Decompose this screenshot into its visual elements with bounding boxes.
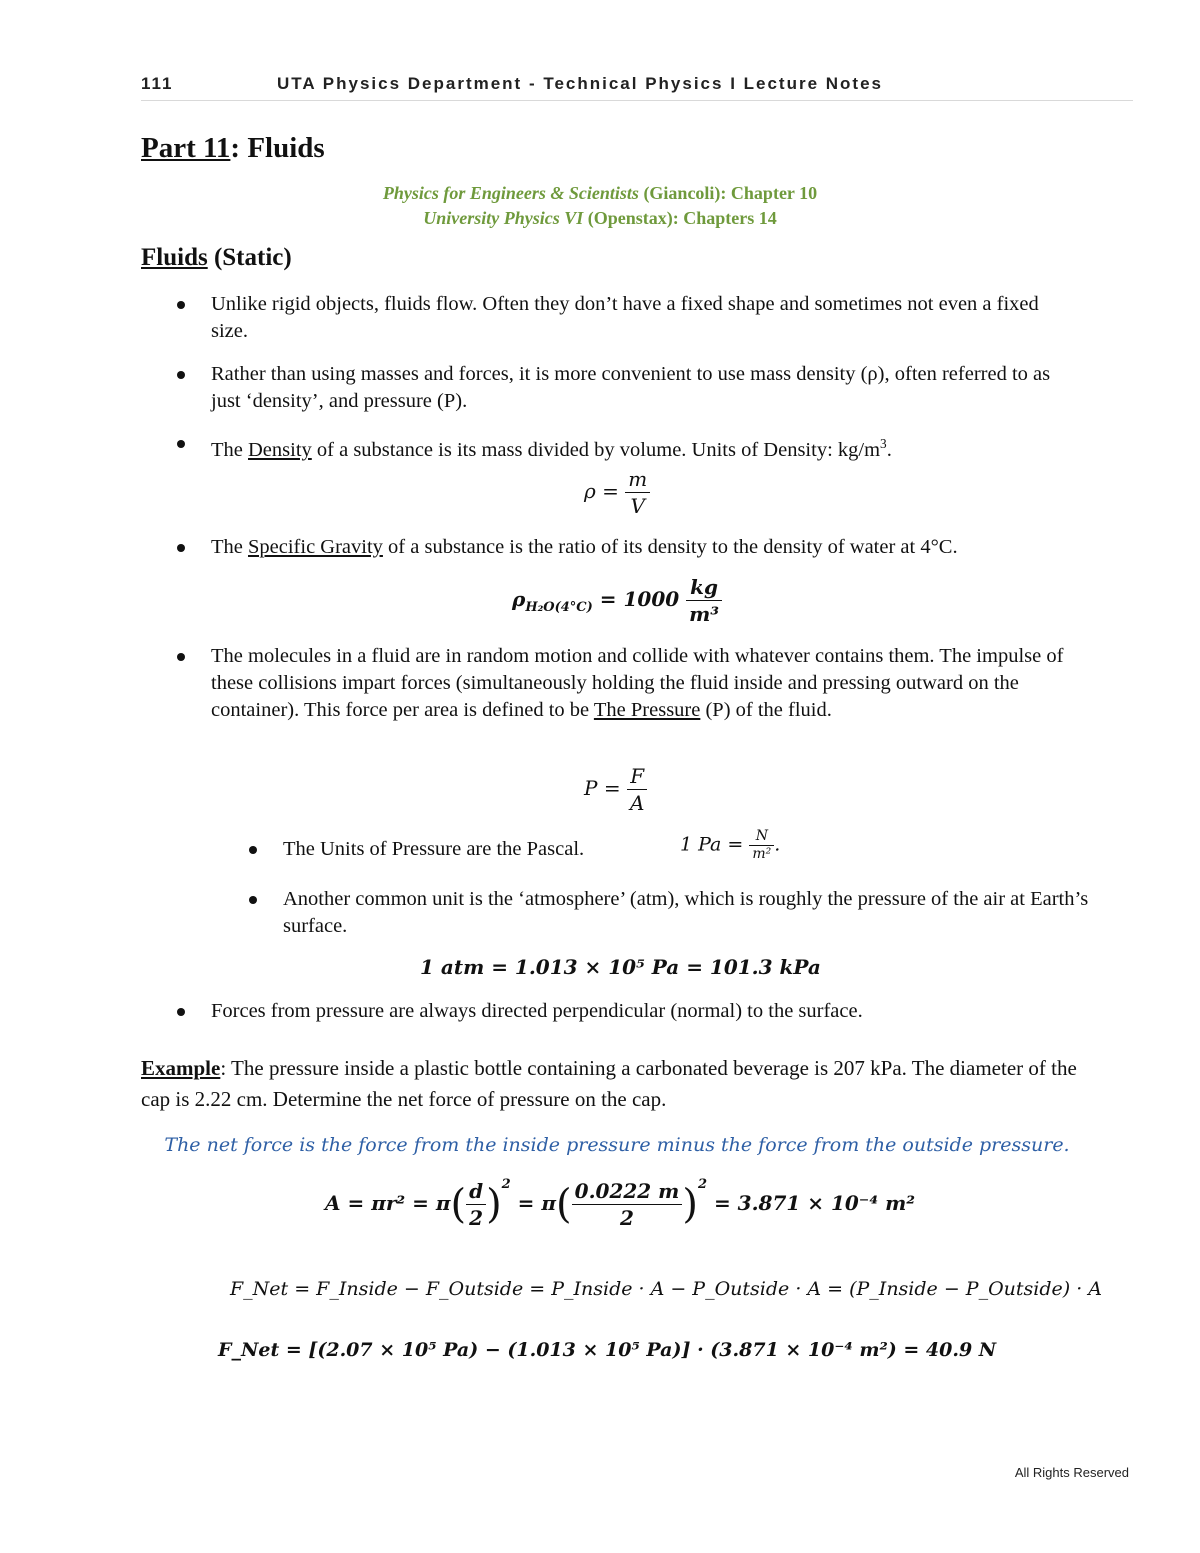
area-numerator: 0.0222 m	[572, 1178, 683, 1205]
paren-open: (	[556, 1181, 572, 1228]
specific-gravity-term: Specific Gravity	[248, 536, 383, 558]
sub-bullet-1: The Units of Pressure are the Pascal.	[283, 838, 585, 860]
bullet-3-end: .	[886, 438, 892, 461]
pascal-denominator: m²	[752, 846, 772, 862]
bullet-5	[211, 643, 1091, 724]
bullet-dot	[177, 440, 185, 448]
bullet-dot	[177, 1008, 185, 1016]
bullet-3-sup: 3	[880, 436, 887, 451]
area-denominator: 2	[620, 1206, 634, 1230]
reference-book-2: University Physics VI	[423, 208, 584, 228]
density-term: Density	[248, 438, 312, 461]
example-label: Example	[141, 1056, 221, 1080]
density-fraction	[625, 466, 650, 519]
reference-rest-1: (Giancoli): Chapter 10	[638, 183, 818, 203]
bullet-6: Forces from pressure are always directed perpendicular (normal) to the surface.	[211, 1000, 863, 1022]
bullet-3-post: of a substance is its mass divided by volume. Units of Density: kg/m	[311, 438, 881, 461]
bullet-dot	[177, 301, 185, 309]
section-rest: (Static)	[207, 244, 292, 271]
pressure-lhs: P =	[584, 776, 621, 800]
pascal-numerator: N	[749, 828, 774, 846]
density-lhs: ρ =	[584, 479, 619, 503]
pressure-denominator: A	[629, 791, 645, 815]
area-d: d	[466, 1178, 486, 1205]
water-denominator: m³	[689, 602, 720, 626]
fnet-definition-equation: F_Net = F_Inside − F_Outside = P_Inside · A − P_Outside · A = (P_Inside − P_Outside) · A	[230, 1278, 1103, 1300]
sub-bullet-dot	[249, 846, 257, 854]
pascal-end: .	[774, 833, 781, 856]
area-middle: = π	[510, 1191, 557, 1215]
pressure-numerator: F	[627, 763, 647, 790]
page-number: 111	[141, 74, 174, 93]
bullet-dot	[177, 544, 185, 552]
area-square-2: 2	[697, 1177, 707, 1192]
header-title: UTA Physics Department - Technical Physics I Lecture Notes	[277, 74, 884, 93]
section-heading	[141, 244, 292, 272]
pascal-fraction	[749, 828, 774, 863]
area-num-fraction	[572, 1178, 683, 1231]
pressure-term: The Pressure	[593, 699, 701, 721]
water-lhs: ρ	[512, 587, 526, 611]
bullet-5-pre: The molecules in a fluid are in random motion and collide with whatever contains them. The impulse of these collisions impart forces (simultaneously holding the fluid inside and pressing outward on the container). This force per area is defined to be	[211, 645, 1064, 721]
bullet-2: Rather than using masses and forces, it is more convenient to use mass density (ρ), often referred to as just ‘density’, and pressure (P).	[211, 363, 1051, 412]
water-equals: = 1000	[592, 587, 680, 611]
reference-book-1: Physics for Engineers & Scientists	[382, 183, 639, 203]
footer-rights: All Rights Reserved	[1014, 1465, 1129, 1480]
atm-equation: 1 atm = 1.013 × 10⁵ Pa = 101.3 kPa	[420, 955, 821, 979]
area-equation	[325, 1177, 915, 1231]
bullet-4-post: of a substance is the ratio of its density to the density of water at 4°C.	[382, 536, 958, 558]
paren-close: )	[682, 1181, 698, 1228]
part-label: Part 11	[141, 132, 231, 164]
pressure-equation	[584, 763, 647, 816]
bullet-4	[211, 534, 1091, 561]
example-paragraph	[141, 1053, 1101, 1115]
bullet-5-post: (P) of the fluid.	[700, 699, 832, 721]
sub-bullet-2: Another common unit is the ‘atmosphere’ (atm), which is roughly the pressure of the air at Earth’s surface.	[283, 888, 1089, 937]
running-header	[141, 74, 1133, 101]
density-numerator: m	[625, 466, 650, 493]
bullet-dot	[177, 653, 185, 661]
part-colon: :	[230, 132, 248, 164]
reference-line-2	[0, 208, 1200, 229]
density-equation	[584, 466, 650, 519]
fnet-result-equation: F_Net = [(2.07 × 10⁵ Pa) − (1.013 × 10⁵ Pa)] · (3.871 × 10⁻⁴ m²) = 40.9 N	[218, 1339, 997, 1361]
water-subscript: H₂O(4°C)	[525, 600, 593, 615]
part-name: Fluids	[247, 132, 325, 164]
example-text: : The pressure inside a plastic bottle containing a carbonated beverage is 207 kPa. The diameter of the cap is 2.22 cm. Determine the net force of pressure on the cap.	[141, 1056, 1077, 1111]
bullet-1: Unlike rigid objects, fluids flow. Often they don’t have a fixed shape and sometimes not even a fixed size.	[211, 293, 1039, 342]
water-fraction	[686, 574, 722, 627]
water-density-equation	[512, 574, 722, 627]
water-numerator: kg	[686, 574, 722, 601]
area-square: 2	[501, 1177, 511, 1192]
paren-open: (	[450, 1181, 467, 1228]
sub-bullet-dot	[249, 896, 257, 904]
area-lhs: A = πr² = π	[325, 1191, 451, 1215]
pascal-lhs: 1 Pa =	[680, 833, 744, 856]
reference-line-1	[0, 183, 1200, 204]
bullet-3-pre: The	[211, 438, 248, 461]
paren-close: )	[486, 1181, 502, 1228]
area-result: = 3.871 × 10⁻⁴ m²	[706, 1191, 916, 1215]
bullet-4-pre: The	[211, 536, 248, 558]
area-two: 2	[469, 1206, 484, 1230]
density-denominator: V	[630, 494, 645, 518]
reference-rest-2: (Openstax): Chapters 14	[583, 208, 777, 228]
example-explanation: The net force is the force from the inside pressure minus the force from the outside pressure.	[164, 1134, 1070, 1156]
area-d-fraction	[466, 1178, 486, 1231]
pressure-fraction	[627, 763, 647, 816]
part-title	[141, 132, 325, 165]
pascal-equation	[680, 828, 780, 863]
bullet-dot	[177, 371, 185, 379]
section-label: Fluids	[141, 244, 208, 271]
bullet-3	[211, 430, 1091, 464]
